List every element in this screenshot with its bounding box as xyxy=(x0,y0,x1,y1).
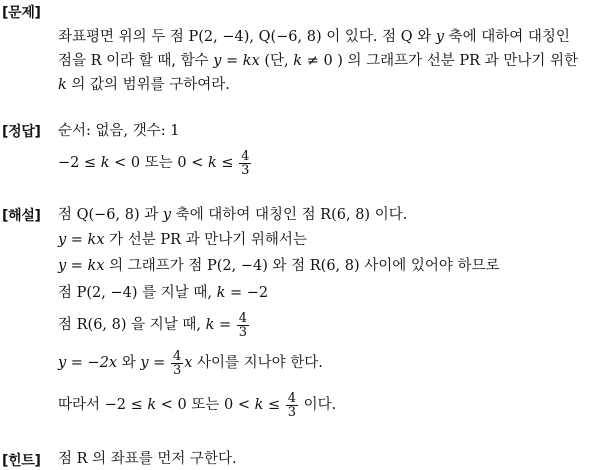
math: y xyxy=(140,355,149,371)
text: 좌표평면 위의 두 점 P(2, −4), Q(−6, 8) 이 있다. 점 Q 와 xyxy=(58,29,436,45)
math: y = kx xyxy=(213,53,260,69)
text: 사이를 지나야 한다. xyxy=(192,355,323,371)
fraction xyxy=(171,350,183,377)
text: 점 R(6, 8) 을 지날 때, xyxy=(58,317,206,333)
problem-line-3 xyxy=(58,75,230,95)
fraction xyxy=(237,312,249,339)
text: < 0 또는 0 < xyxy=(156,397,255,413)
text: 가 선분 PR 과 만나기 위해서는 xyxy=(104,232,307,248)
text: 축에 대하여 대칭인 xyxy=(444,29,570,45)
math: y = kx xyxy=(58,258,105,274)
math: y xyxy=(162,207,172,223)
text: = xyxy=(148,355,170,371)
math: k xyxy=(205,317,215,333)
fraction xyxy=(286,392,298,419)
math: y xyxy=(435,29,445,45)
text: = xyxy=(214,317,236,333)
math: y = kx xyxy=(58,232,105,248)
text: 점 Q(−6, 8) 과 xyxy=(58,207,163,223)
answer-range-line xyxy=(58,148,252,178)
text: < 0 또는 0 < xyxy=(109,155,208,171)
denominator: 3 xyxy=(241,162,250,178)
text: 따라서 −2 ≤ xyxy=(58,397,148,413)
text: 점 P(2, −4) 를 지날 때, xyxy=(58,285,217,301)
math: k xyxy=(216,285,226,301)
math: k xyxy=(207,155,217,171)
solution-line-1 xyxy=(58,205,407,225)
answer-tag: [정답] xyxy=(2,124,41,140)
math: k xyxy=(100,155,110,171)
solution-line-2 xyxy=(58,230,307,250)
text: 점을 R 이라 할 때, 함수 xyxy=(58,53,214,69)
solution-line-4 xyxy=(58,283,268,303)
numerator: 4 xyxy=(241,148,250,164)
math: y = −2x xyxy=(58,355,118,371)
problem-tag: [문제] xyxy=(2,5,41,21)
text: (단, xyxy=(259,53,294,69)
hint-tag: [힌트] xyxy=(2,453,41,469)
solution-line-3 xyxy=(58,256,500,276)
text: 이다. xyxy=(299,397,337,413)
numerator: 4 xyxy=(287,390,297,406)
answer-count-line: 순서: 없음, 갯수: 1 xyxy=(58,123,180,139)
hint-text: 점 R 의 좌표를 먼저 구한다. xyxy=(58,451,237,467)
problem-line-1 xyxy=(58,27,570,47)
text: ≤ xyxy=(216,155,239,171)
solution-tag: [해설] xyxy=(2,208,41,224)
denominator: 3 xyxy=(287,404,297,420)
text: = −2 xyxy=(225,285,269,301)
text: 와 xyxy=(117,355,141,371)
solution-line-6 xyxy=(58,348,323,378)
solution-line-7 xyxy=(58,390,336,420)
denominator: 3 xyxy=(172,362,182,378)
math: k xyxy=(147,397,157,413)
math: x xyxy=(184,355,193,371)
numerator: 4 xyxy=(172,348,182,364)
denominator: 3 xyxy=(238,324,248,340)
text: 축에 대하여 대칭인 점 R(6, 8) 이다. xyxy=(171,207,408,223)
numerator: 4 xyxy=(238,310,248,326)
text: 의 그래프가 점 P(2, −4) 와 점 R(6, 8) 사이에 있어야 하므로 xyxy=(104,258,500,274)
text: ≠ 0 ) 의 그래프가 선분 PR 과 만나기 위한 xyxy=(302,53,578,69)
text: −2 ≤ xyxy=(58,155,101,171)
math: k xyxy=(293,53,303,69)
math: k xyxy=(58,77,67,93)
text: 의 값의 범위를 구하여라. xyxy=(66,77,230,93)
fraction xyxy=(239,150,251,177)
text: ≤ xyxy=(263,397,285,413)
problem-line-2 xyxy=(58,51,578,71)
math: k xyxy=(254,397,264,413)
solution-line-5 xyxy=(58,310,250,340)
